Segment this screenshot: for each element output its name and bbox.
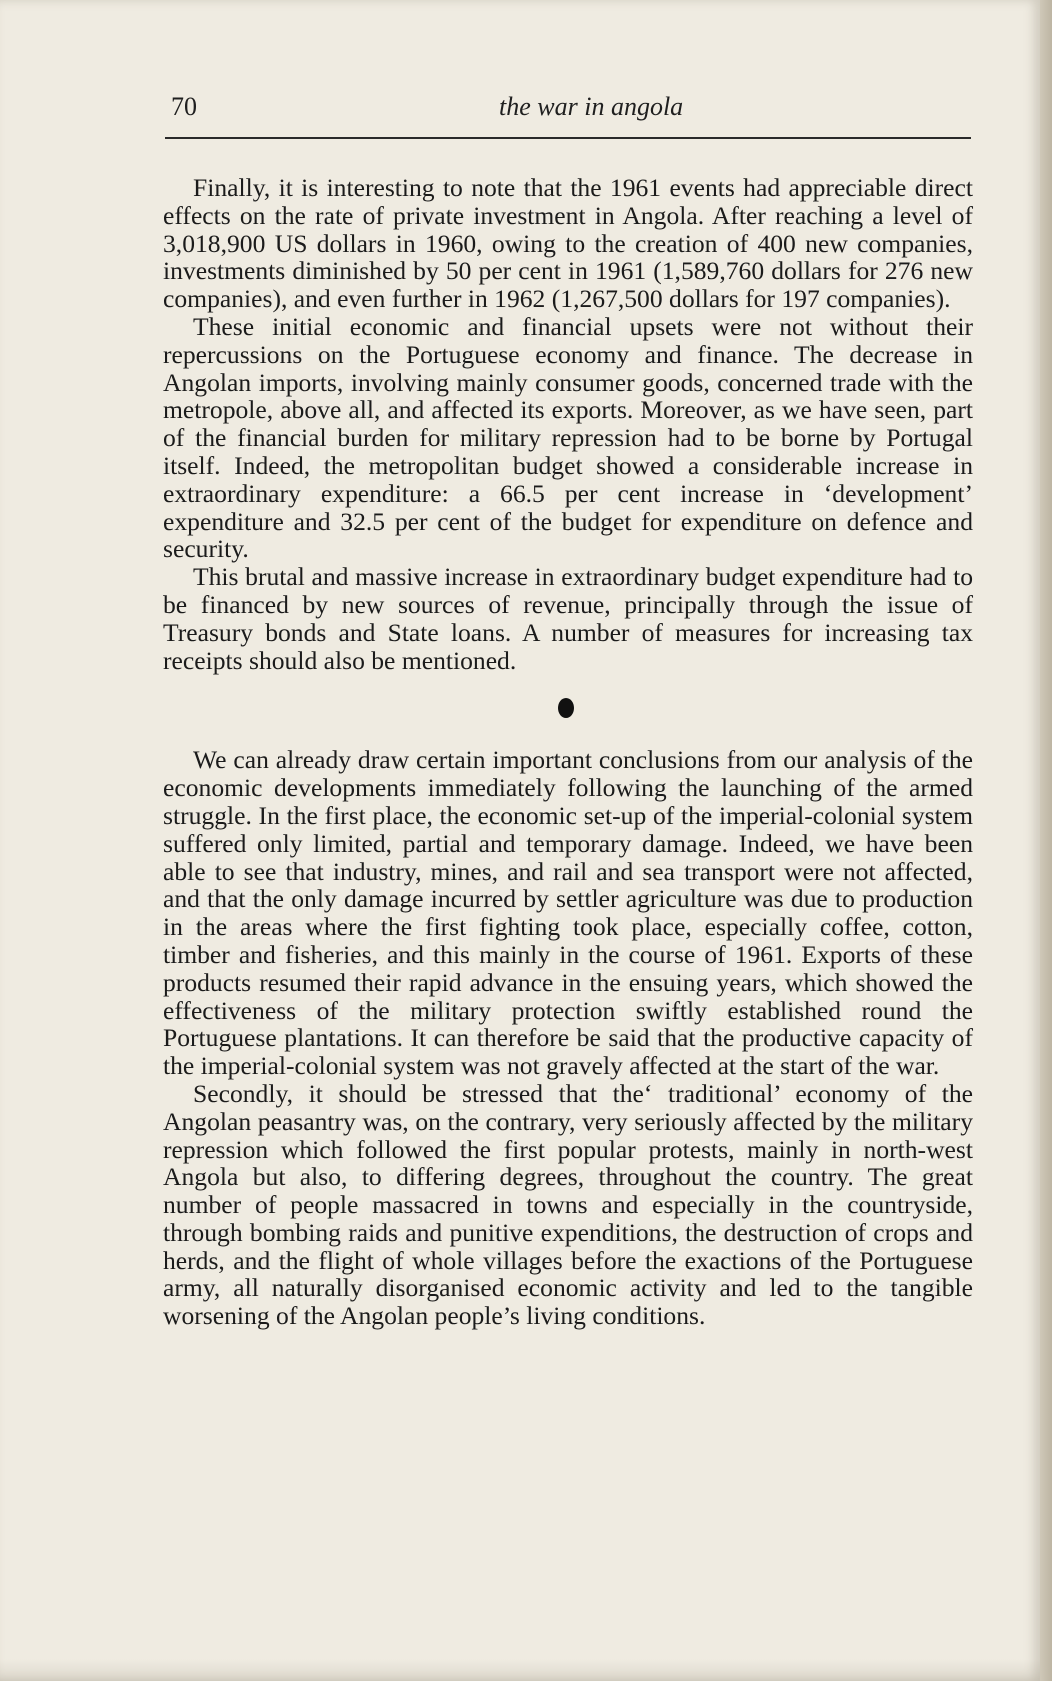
paragraph: These initial economic and financial upsets were not without their repercussions on the Portuguese economy and finance. The decrease in Angolan imports, involving mainly consumer goods, concerned trade with the metropole, above all, and affected its exports. Moreover, as we have seen, part of the financial burden for military repression had to be borne by Portugal itself. Indeed, the metropolitan budget showed a considerable increase in extraordinary expenditure: a 66.5 per cent increase in ‘development’ expenditure and 32.5 per cent of the budget for expenditure on defence and security. bbox=[163, 311, 973, 564]
page-header bbox=[171, 88, 971, 128]
section-break bbox=[163, 674, 973, 746]
page-edge bbox=[1040, 0, 1052, 1681]
body-text bbox=[163, 174, 973, 1330]
running-title: the war in angola bbox=[499, 92, 684, 121]
paragraph: This brutal and massive increase in extraordinary budget expenditure had to be financed by new sources of revenue, principally through the issue of Treasury bonds and State loans. A number of measures for increasing tax receipts should also be mentioned. bbox=[163, 562, 973, 675]
header-rule bbox=[165, 137, 971, 139]
paragraph: We can already draw certain important conclusions from our analysis of the economic developments immediately following the launching of the armed struggle. In the first place, the economic set-up of the imperial-colonial system suffered only limited, partial and temporary damage. Indeed, we have been able to see that industry, mines, and rail and sea transport were not affected, and that the only damage incurred by settler agriculture was due to production in the areas where the first fighting took place, especially coffee, cotton, timber and fisheries, and this mainly in the course of 1961. Exports of these products resumed their rapid advance in the ensuing years, which showed the effectiveness of the military protection swiftly established round the Portuguese plantations. It can therefore be said that the productive capacity of the imperial-colonial system was not gravely affected at the start of the war. bbox=[163, 745, 973, 1081]
section-break-dot bbox=[558, 698, 574, 718]
page-bottom-shadow bbox=[0, 1659, 1040, 1681]
paragraph: Secondly, it should be stressed that the‘ traditional’ economy of the Angolan peasantry was, on the contrary, very seriously affected by the military repression which followed the first popular protests, mainly in north-west Angola but also, to differing degrees, throughout the country. The great number of people massacred in towns and especially in the countryside, through bombing raids and punitive expenditions, the destruction of crops and herds, and the flight of whole villages before the exactions of the Portuguese army, all naturally disorganised economic activity and led to the tangible worsening of the Angolan people’s living conditions. bbox=[163, 1078, 973, 1331]
page-number: 70 bbox=[171, 92, 197, 121]
paragraph: Finally, it is interesting to note that the 1961 events had appreciable direct effects on the rate of private investment in Angola. After reaching a level of 3,018,900 US dollars in 1960, owing to the creation of 400 new companies, investments diminished by 50 per cent in 1961 (1,589,760 dollars for 276 new companies), and even further in 1962 (1,267,500 dollars for 197 companies). bbox=[163, 173, 973, 314]
